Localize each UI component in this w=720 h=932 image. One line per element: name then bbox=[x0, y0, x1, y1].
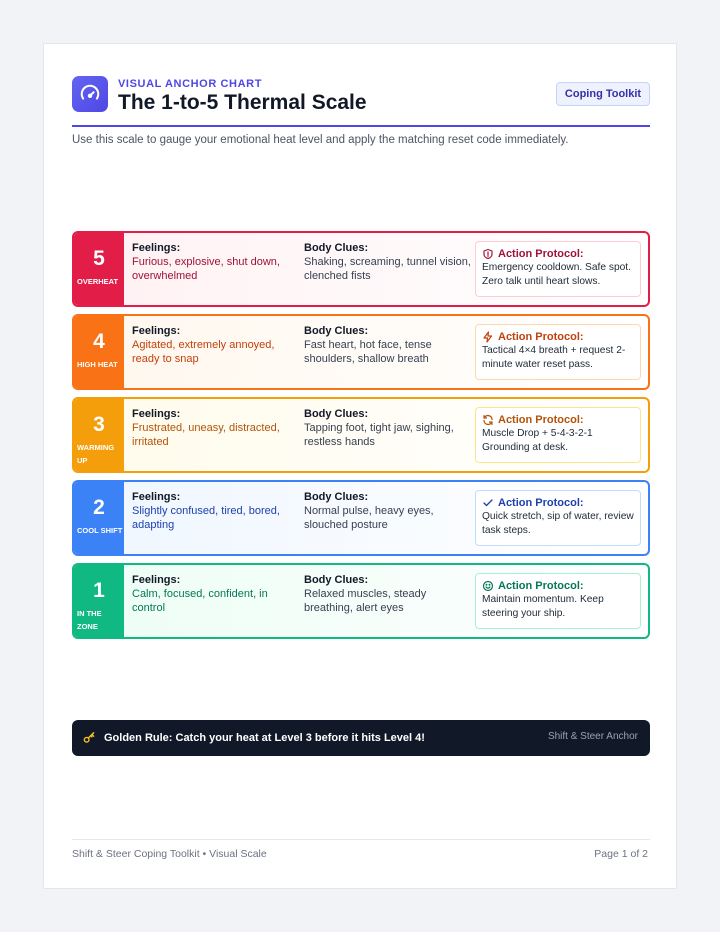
key-icon bbox=[82, 731, 96, 745]
level-card-2 bbox=[72, 480, 650, 556]
feelings-column bbox=[132, 407, 292, 449]
action-protocol-text: Quick stretch, sip of water, review task steps. bbox=[482, 511, 634, 536]
body-clues-heading: Body Clues: bbox=[304, 408, 369, 420]
action-protocol-box bbox=[475, 407, 641, 463]
levels-list bbox=[72, 231, 650, 646]
body-clues-column bbox=[304, 490, 474, 532]
page-number: Page 1 of 2 bbox=[594, 848, 648, 860]
action-protocol-box bbox=[475, 241, 641, 297]
level-label: COOL SHIFT bbox=[77, 526, 123, 535]
feelings-column bbox=[132, 573, 292, 615]
action-protocol-box bbox=[475, 324, 641, 380]
intro-text: Use this scale to gauge your emotional heat level and apply the matching reset code immediately. bbox=[72, 134, 569, 146]
chart-kicker: VISUAL ANCHOR CHART bbox=[118, 78, 263, 90]
body-clues-column bbox=[304, 407, 474, 449]
golden-rule-text: Golden Rule: Catch your heat at Level 3 before it hits Level 4! bbox=[104, 732, 425, 744]
level-card-4 bbox=[72, 314, 650, 390]
level-label: WARMING UP bbox=[77, 443, 115, 465]
level-badge bbox=[74, 233, 124, 305]
document-page bbox=[43, 43, 677, 889]
header-divider bbox=[72, 125, 650, 127]
body-clues-heading: Body Clues: bbox=[304, 242, 369, 254]
body-clues-text: Shaking, screaming, tunnel vision, clenched fists bbox=[304, 256, 471, 282]
gauge-icon bbox=[72, 76, 108, 112]
feelings-text: Frustrated, uneasy, distracted, irritated bbox=[132, 422, 280, 448]
body-clues-text: Relaxed muscles, steady breathing, alert eyes bbox=[304, 588, 427, 614]
action-protocol-box bbox=[475, 573, 641, 629]
feelings-heading: Feelings: bbox=[132, 242, 181, 254]
feelings-text: Agitated, extremely annoyed, ready to snap bbox=[132, 339, 275, 365]
feelings-text: Slightly confused, tired, bored, adapting bbox=[132, 505, 280, 531]
golden-rule-banner bbox=[72, 720, 650, 756]
action-protocol-box bbox=[475, 490, 641, 546]
level-badge bbox=[74, 399, 124, 471]
body-clues-text: Fast heart, hot face, tense shoulders, shallow breath bbox=[304, 339, 432, 365]
action-protocol-heading: Action Protocol: bbox=[498, 497, 584, 509]
feelings-column bbox=[132, 324, 292, 366]
action-protocol-text: Tactical 4×4 breath + request 2-minute water reset pass. bbox=[482, 345, 626, 370]
smile-icon bbox=[482, 580, 494, 592]
body-clues-column bbox=[304, 573, 474, 615]
body-clues-column bbox=[304, 241, 474, 283]
lightning-icon bbox=[482, 331, 494, 343]
level-number: 5 bbox=[93, 247, 105, 270]
action-protocol-heading: Action Protocol: bbox=[498, 414, 584, 426]
action-protocol-heading: Action Protocol: bbox=[498, 580, 584, 592]
body-clues-text: Normal pulse, heavy eyes, slouched posture bbox=[304, 505, 434, 531]
level-label: OVERHEAT bbox=[77, 277, 119, 286]
golden-rule-anchor: Shift & Steer Anchor bbox=[547, 731, 638, 742]
action-protocol-text: Emergency cooldown. Safe spot. Zero talk until heart slows. bbox=[482, 262, 631, 287]
level-badge bbox=[74, 316, 124, 388]
level-badge bbox=[74, 565, 124, 637]
level-card-5 bbox=[72, 231, 650, 307]
body-clues-heading: Body Clues: bbox=[304, 325, 369, 337]
action-protocol-heading: Action Protocol: bbox=[498, 331, 584, 343]
body-clues-heading: Body Clues: bbox=[304, 574, 369, 586]
level-card-3 bbox=[72, 397, 650, 473]
header bbox=[72, 76, 650, 128]
footer-title: Shift & Steer Coping Toolkit • Visual Scale bbox=[72, 848, 267, 860]
level-number: 1 bbox=[93, 579, 105, 602]
feelings-heading: Feelings: bbox=[132, 491, 181, 503]
coping-toolkit-button[interactable]: Coping Toolkit bbox=[556, 82, 650, 106]
refresh-icon bbox=[482, 414, 494, 426]
feelings-heading: Feelings: bbox=[132, 408, 181, 420]
footer-divider bbox=[72, 839, 650, 840]
action-protocol-heading: Action Protocol: bbox=[498, 248, 584, 260]
check-icon bbox=[482, 497, 494, 509]
feelings-heading: Feelings: bbox=[132, 574, 181, 586]
shield-icon bbox=[482, 248, 494, 260]
feelings-column bbox=[132, 241, 292, 283]
feelings-column bbox=[132, 490, 292, 532]
level-label: IN THE ZONE bbox=[77, 609, 102, 631]
page-title: The 1-to-5 Thermal Scale bbox=[118, 91, 367, 114]
level-label: HIGH HEAT bbox=[77, 360, 118, 369]
body-clues-heading: Body Clues: bbox=[304, 491, 369, 503]
feelings-heading: Feelings: bbox=[132, 325, 181, 337]
body-clues-text: Tapping foot, tight jaw, sighing, restless hands bbox=[304, 422, 454, 448]
level-card-1 bbox=[72, 563, 650, 639]
body-clues-column bbox=[304, 324, 474, 366]
level-number: 2 bbox=[93, 496, 105, 519]
action-protocol-text: Muscle Drop + 5-4-3-2-1 Grounding at desk. bbox=[482, 428, 593, 453]
level-number: 4 bbox=[93, 330, 105, 353]
level-badge bbox=[74, 482, 124, 554]
feelings-text: Calm, focused, confident, in control bbox=[132, 588, 268, 614]
action-protocol-text: Maintain momentum. Keep steering your ship. bbox=[482, 594, 604, 619]
level-number: 3 bbox=[93, 413, 105, 436]
feelings-text: Furious, explosive, shut down, overwhelmed bbox=[132, 256, 280, 282]
